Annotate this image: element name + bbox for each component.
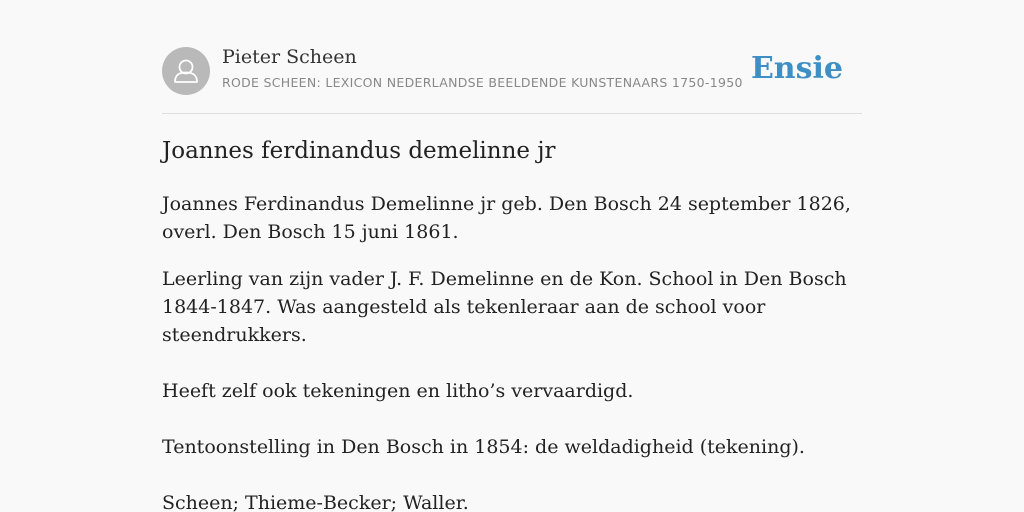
article-header	[162, 46, 862, 96]
paragraph-references: Scheen; Thieme-Becker; Waller.	[162, 492, 469, 512]
article-body	[162, 190, 862, 512]
article-title: Joannes ferdinandus demelinne jr	[162, 138, 556, 164]
paragraph-works: Heeft zelf ook tekeningen en litho’s vervaardigd.	[162, 380, 634, 402]
user-icon	[162, 47, 210, 95]
paragraph-birth-death: Joannes Ferdinandus Demelinne jr geb. Den Bosch 24 september 1826, overl. Den Bosch 15 juni 1861.	[162, 193, 851, 243]
article-card	[162, 0, 862, 512]
ensie-logo[interactable]: Ensie	[750, 51, 843, 86]
author-avatar[interactable]	[162, 47, 210, 95]
header-divider	[162, 113, 862, 114]
paragraph-exhibition: Tentoonstelling in Den Bosch in 1854: de weldadigheid (tekening).	[162, 436, 805, 458]
source-title[interactable]: RODE SCHEEN: LEXICON NEDERLANDSE BEELDENDE KUNSTENAARS 1750-1950	[222, 75, 743, 90]
paragraph-education: Leerling van zijn vader J. F. Demelinne en de Kon. School in Den Bosch 1844-1847. Was aangesteld als tekenleraar aan de school voor steendrukkers.	[162, 268, 847, 346]
author-name[interactable]: Pieter Scheen	[222, 46, 357, 68]
